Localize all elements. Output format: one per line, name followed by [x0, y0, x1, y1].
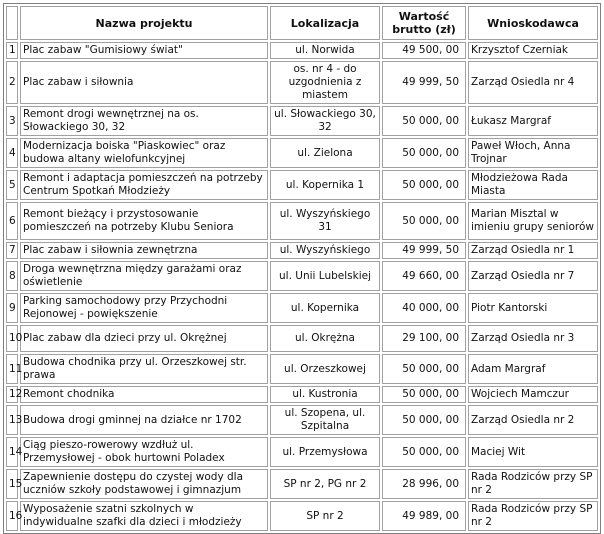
- project-location: ul. Słowackiego 30, 32: [270, 106, 380, 136]
- project-value: 28 996, 00: [382, 469, 466, 499]
- project-applicant: Maciej Wit: [468, 437, 598, 467]
- project-location: ul. Szopena, ul. Szpitalna: [270, 405, 380, 435]
- table-row: [6, 469, 598, 499]
- project-applicant: Łukasz Margraf: [468, 106, 598, 136]
- project-applicant: Zarząd Osiedla nr 2: [468, 405, 598, 435]
- header-row: [6, 6, 598, 40]
- project-applicant: Rada Rodziców przy SP nr 2: [468, 469, 598, 499]
- project-applicant: Wojciech Mamczur: [468, 386, 598, 403]
- row-number: 2: [6, 61, 18, 104]
- project-location: ul. Kopernika 1: [270, 170, 380, 200]
- project-value: 49 660, 00: [382, 261, 466, 291]
- project-name: Ciąg pieszo-rowerowy wzdłuż ul. Przemysłowej - obok hurtowni Poladex: [20, 437, 268, 467]
- row-number: 5: [6, 170, 18, 200]
- project-name: Budowa drogi gminnej na działce nr 1702: [20, 405, 268, 435]
- row-number: 16: [6, 501, 18, 531]
- header-number: [6, 6, 18, 40]
- project-applicant: Zarząd Osiedla nr 3: [468, 325, 598, 352]
- project-value: 50 000, 00: [382, 405, 466, 435]
- header-location: Lokalizacja: [270, 6, 380, 40]
- table-row: [6, 138, 598, 168]
- project-value: 49 999, 50: [382, 61, 466, 104]
- project-value: 50 000, 00: [382, 437, 466, 467]
- project-value: 50 000, 00: [382, 170, 466, 200]
- project-name: Parking samochodowy przy Przychodni Rejonowej - powiększenie: [20, 293, 268, 323]
- row-number: 7: [6, 242, 18, 259]
- project-name: Remont i adaptacja pomieszczeń na potrzeby Centrum Spotkań Młodzieży: [20, 170, 268, 200]
- project-name: Plac zabaw i siłownia zewnętrzna: [20, 242, 268, 259]
- row-number: 1: [6, 42, 18, 59]
- project-applicant: Zarząd Osiedla nr 1: [468, 242, 598, 259]
- table-body: [6, 42, 598, 531]
- row-number: 8: [6, 261, 18, 291]
- table-row: [6, 170, 598, 200]
- project-location: ul. Orzeszkowej: [270, 354, 380, 384]
- project-name: Zapewnienie dostępu do czystej wody dla uczniów szkoły podstawowej i gimnazjum: [20, 469, 268, 499]
- project-name: Modernizacja boiska "Piaskowiec" oraz budowa altany wielofunkcyjnej: [20, 138, 268, 168]
- projects-table: [3, 3, 601, 534]
- table-row: [6, 242, 598, 259]
- project-applicant: Paweł Włoch, Anna Trojnar: [468, 138, 598, 168]
- project-location: ul. Okrężna: [270, 325, 380, 352]
- project-location: ul. Zielona: [270, 138, 380, 168]
- project-applicant: Adam Margraf: [468, 354, 598, 384]
- project-value: 50 000, 00: [382, 386, 466, 403]
- project-applicant: Marian Misztal w imieniu grupy seniorów: [468, 202, 598, 240]
- row-number: 10: [6, 325, 18, 352]
- project-name: Wyposażenie szatni szkolnych w indywidualne szafki dla dzieci i młodzieży: [20, 501, 268, 531]
- project-value: 40 000, 00: [382, 293, 466, 323]
- project-name: Budowa chodnika przy ul. Orzeszkowej str. prawa: [20, 354, 268, 384]
- project-value: 50 000, 00: [382, 138, 466, 168]
- table-row: [6, 106, 598, 136]
- project-applicant: Rada Rodziców przy SP nr 2: [468, 501, 598, 531]
- project-location: ul. Norwida: [270, 42, 380, 59]
- header-project-name: Nazwa projektu: [20, 6, 268, 40]
- project-value: 49 500, 00: [382, 42, 466, 59]
- project-location: ul. Kopernika: [270, 293, 380, 323]
- project-name: Plac zabaw dla dzieci przy ul. Okrężnej: [20, 325, 268, 352]
- project-location: SP nr 2, PG nr 2: [270, 469, 380, 499]
- table-row: [6, 61, 598, 104]
- project-location: SP nr 2: [270, 501, 380, 531]
- table-row: [6, 354, 598, 384]
- project-location: ul. Wyszyńskiego: [270, 242, 380, 259]
- table-row: [6, 202, 598, 240]
- project-location: ul. Przemysłowa: [270, 437, 380, 467]
- row-number: 9: [6, 293, 18, 323]
- header-value: Wartość brutto (zł): [382, 6, 466, 40]
- project-value: 50 000, 00: [382, 202, 466, 240]
- project-value: 50 000, 00: [382, 106, 466, 136]
- project-applicant: Krzysztof Czerniak: [468, 42, 598, 59]
- row-number: 14: [6, 437, 18, 467]
- table-row: [6, 437, 598, 467]
- table-row: [6, 386, 598, 403]
- project-name: Remont bieżący i przystosowanie pomieszczeń na potrzeby Klubu Seniora: [20, 202, 268, 240]
- project-name: Plac zabaw i siłownia: [20, 61, 268, 104]
- table-row: [6, 261, 598, 291]
- row-number: 11: [6, 354, 18, 384]
- project-location: ul. Wyszyńskiego 31: [270, 202, 380, 240]
- project-location: ul. Unii Lubelskiej: [270, 261, 380, 291]
- project-value: 50 000, 00: [382, 354, 466, 384]
- table-row: [6, 293, 598, 323]
- project-name: Droga wewnętrzna między garażami oraz oświetlenie: [20, 261, 268, 291]
- project-value: 49 999, 50: [382, 242, 466, 259]
- row-number: 13: [6, 405, 18, 435]
- project-value: 29 100, 00: [382, 325, 466, 352]
- row-number: 6: [6, 202, 18, 240]
- project-location: os. nr 4 - do uzgodnienia z miastem: [270, 61, 380, 104]
- table-row: [6, 325, 598, 352]
- project-applicant: Młodzieżowa Rada Miasta: [468, 170, 598, 200]
- project-name: Remont chodnika: [20, 386, 268, 403]
- project-applicant: Zarząd Osiedla nr 7: [468, 261, 598, 291]
- row-number: 15: [6, 469, 18, 499]
- row-number: 3: [6, 106, 18, 136]
- table-row: [6, 42, 598, 59]
- header-applicant: Wnioskodawca: [468, 6, 598, 40]
- project-location: ul. Kustronia: [270, 386, 380, 403]
- project-name: Remont drogi wewnętrznej na os. Słowackiego 30, 32: [20, 106, 268, 136]
- row-number: 12: [6, 386, 18, 403]
- row-number: 4: [6, 138, 18, 168]
- project-applicant: Piotr Kantorski: [468, 293, 598, 323]
- project-applicant: Zarząd Osiedla nr 4: [468, 61, 598, 104]
- table-row: [6, 405, 598, 435]
- table-row: [6, 501, 598, 531]
- project-name: Plac zabaw "Gumisiowy świat": [20, 42, 268, 59]
- project-value: 49 989, 00: [382, 501, 466, 531]
